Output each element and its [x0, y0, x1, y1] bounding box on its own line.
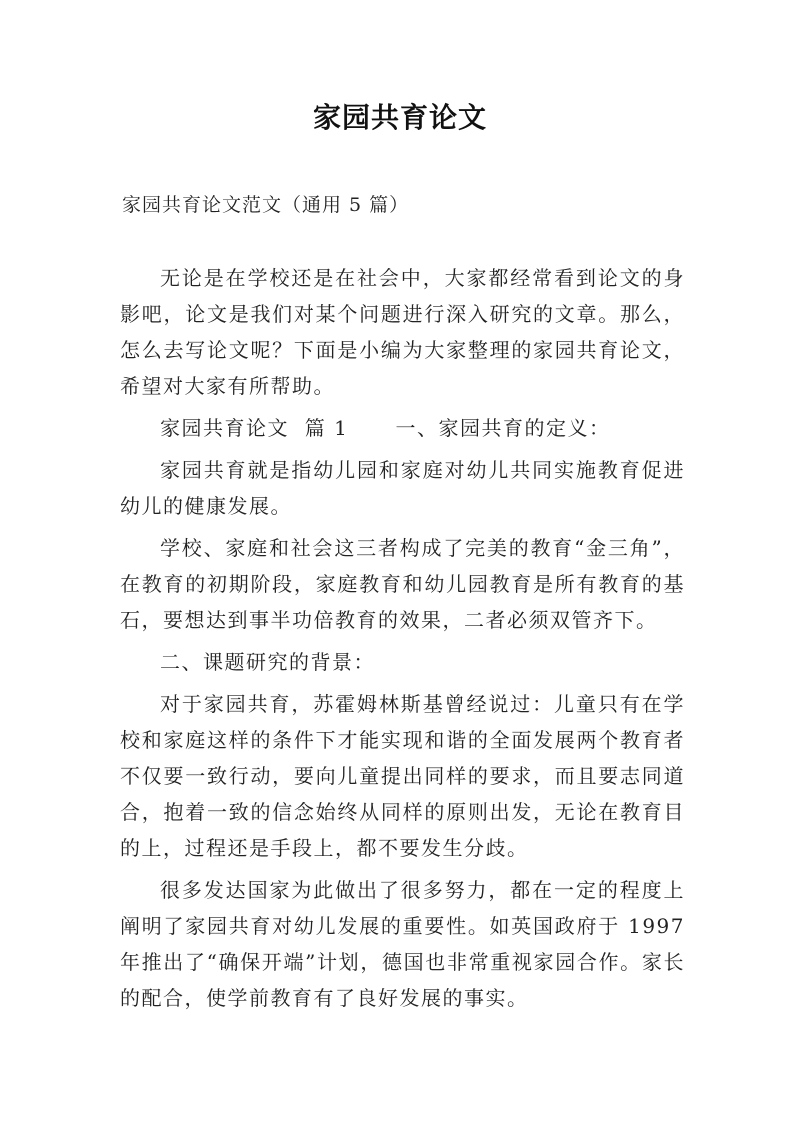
document-body [120, 260, 685, 1022]
definition-paragraph: 家园共育就是指幼儿园和家庭对幼儿共同实施教育促进幼儿的健康发展。 [120, 458, 685, 518]
document-subtitle: 家园共育论文范文（通用 5 篇） [122, 194, 410, 216]
section-heading-part1: 家园共育论文 篇 1 一、家园共育的定义： [160, 416, 611, 440]
golden-triangle-paragraph: 学校、家庭和社会这三者构成了完美的教育“金三角”，在教育的初期阶段，家庭教育和幼儿园教育是所有教育的基石，要想达到事半功倍教育的效果，二者必须双管齐下。 [120, 536, 685, 632]
document-title: 家园共育论文 [312, 101, 487, 134]
developed-countries-paragraph: 很多发达国家为此做出了很多努力，都在一定的程度上阐明了家园共育对幼儿发展的重要性。如英国政府于 1997 年推出了“确保开端”计划，德国也非常重视家园合作。家长的配合，使学前教育有了良好发展的事实。 [120, 878, 685, 1010]
sukhomlinsky-paragraph: 对于家园共育，苏霍姆林斯基曾经说过：儿童只有在学校和家庭这样的条件下才能实现和谐的全面发展两个教育者不仅要一致行动，要向儿童提出同样的要求，而且要志同道合，抱着一致的信念始终从同样的原则出发，无论在教育目的上，过程还是手段上，都不要发生分歧。 [120, 692, 685, 860]
section-heading-background: 二、课题研究的背景： [160, 650, 375, 674]
intro-paragraph: 无论是在学校还是在社会中，大家都经常看到论文的身影吧，论文是我们对某个问题进行深入研究的文章。那么，怎么去写论文呢？下面是小编为大家整理的家园共育论文，希望对大家有所帮助。 [120, 266, 685, 398]
